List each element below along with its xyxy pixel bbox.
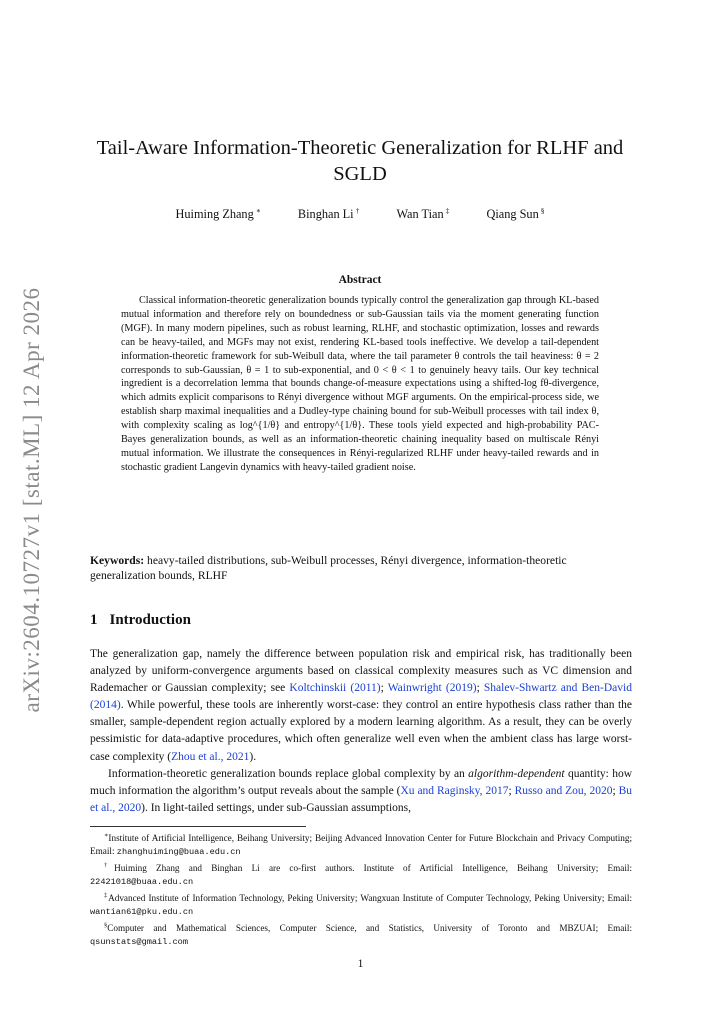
text-run: ; <box>612 784 619 797</box>
text-run: quantity: how much information the algorithm’s output reveals about the sample ( <box>90 767 632 797</box>
footnote-4 <box>90 919 632 949</box>
footnote-mark: † <box>104 862 115 870</box>
section-title: Introduction <box>109 612 191 628</box>
text-run: ). <box>249 750 257 763</box>
page-number: 1 <box>357 958 364 970</box>
author-3 <box>396 206 449 222</box>
citation-author: Koltchinskii <box>289 682 347 695</box>
author-mark: § <box>540 206 545 215</box>
intro-paragraph-1 <box>90 646 632 766</box>
author-mark: † <box>355 206 360 215</box>
section-number: 1 <box>90 612 98 628</box>
text-run: ; <box>508 784 515 797</box>
footnote-1 <box>90 829 632 859</box>
footnote-mark: § <box>104 922 108 930</box>
citation-year: 2011 <box>354 682 377 695</box>
email-address[interactable]: qsunstats@gmail.com <box>90 937 188 948</box>
citation-link[interactable]: Wainwright (2019) <box>387 682 477 695</box>
author-name: Wan Tian <box>396 207 444 221</box>
text-run: Information-theoretic generalization bounds replace global complexity by an <box>108 767 469 780</box>
emphasis: algorithm-dependent <box>468 767 565 780</box>
author-name: Binghan Li <box>297 207 354 221</box>
citation-link[interactable]: Koltchinskii (2011) <box>289 682 381 695</box>
author-1 <box>176 206 261 222</box>
abstract-body: Classical information-theoretic generalization bounds typically control the generalization gap through KL-based mutual information and therefore rely on boundedness or sub-Gaussian tails via the moment generating function (MGF). In many modern pipelines, such as robust learning, RLHF, and stochastic optimization, losses and rewards can be heavy-tailed, and MGFs may not exist, rendering KL-based tools ineffective. We develop a tail-dependent information-theoretic framework for sub-Weibull data, where the tail parameter θ controls the tail heaviness: θ = 2 corresponds to sub-Gaussian, θ = 1 to sub-exponential, and 0 < θ < 1 to genuinely heavy tails. Our key technical ingredient is a decorrelation lemma that bounds change-of-measure expectations using a shifted-log fθ-divergence, which admits explicit comparisons to Rényi divergence without MGF arguments. On the empirical-process side, we establish sharp maximal inequalities and a Dudley-type chaining bound for sub-Weibull processes with tail index θ, with complexity scaling as log^{1/θ} and entropy^{1/θ}. These tools yield expected and high-probability PAC-Bayes generalization bounds, as well as an information-theoretic chaining inequality based on multiscale Rényi mutual information. We illustrate the consequences in Rényi-regularized RLHF under heavy-tailed rewards and in stochastic gradient Langevin dynamics with heavy-tailed gradient noise. <box>121 295 599 473</box>
text-run: ; <box>476 682 484 695</box>
citation-link[interactable]: Bu et al., 2020 <box>90 784 633 814</box>
footnote-2 <box>90 859 632 889</box>
footnote-text: Institute of Artificial Intelligence, Beihang University; Beijing Advanced Innovation Center for Future Blockchain and Privacy Computing; Email: <box>90 833 632 857</box>
text-run: ; <box>380 682 388 695</box>
text-run: ). In light-tailed settings, under sub-Gaussian assumptions, <box>141 801 412 814</box>
citation-link[interactable]: Shalev-Shwartz and Ben-David (2014) <box>90 682 632 712</box>
footnotes <box>90 829 632 949</box>
footnote-mark: ∗ <box>104 832 109 839</box>
author-mark: ‡ <box>445 206 450 215</box>
paper-title: Tail-Aware Information-Theoretic Generalization for RLHF and SGLD <box>96 137 624 185</box>
text-run: . While powerful, these tools are inherently worst-case: they control an entire hypothesis class rather than the smaller, sample-dependent region actually explored by a modern learning algorithm. As a result, they can be overly pessimistic for data-adaptive procedures, which often generalize well even when the ambient class has large worst-case complexity ( <box>90 699 632 763</box>
footnote-rule <box>90 826 306 827</box>
author-mark: ∗ <box>255 206 261 215</box>
citation-author: Shalev-Shwartz and Ben-David <box>483 682 632 695</box>
keywords <box>90 553 632 583</box>
citation-year: 2019 <box>449 682 473 695</box>
footnote-mark: ‡ <box>104 892 109 900</box>
author-name: Huiming Zhang <box>175 207 254 221</box>
author-4 <box>486 206 544 222</box>
text-run: The generalization gap, namely the difference between population risk and empirical risk, has traditionally been analyzed by uniform-convergence arguments based on classical complexity measures such as VC dimension and Rademacher or Gaussian complexity; see <box>90 648 632 695</box>
keywords-label: Keywords: <box>90 554 145 567</box>
citation-link[interactable]: Xu and Raginsky, 2017 <box>400 784 509 797</box>
intro-paragraph-2 <box>90 766 632 817</box>
abstract-heading: Abstract <box>338 274 382 286</box>
section-heading <box>90 612 191 629</box>
author-name: Qiang Sun <box>486 207 539 221</box>
author-list <box>85 206 635 222</box>
author-2 <box>298 206 359 222</box>
citation-link[interactable]: Zhou et al., 2021 <box>171 750 250 763</box>
email-address[interactable]: wantian61@pku.edu.cn <box>90 907 194 918</box>
email-address[interactable]: 22421018@buaa.edu.cn <box>90 877 194 888</box>
footnote-text: Advanced Institute of Information Technology, Peking University; Wangxuan Institute of Computer Technology, Peking University; Email: <box>108 893 633 904</box>
introduction-text <box>90 646 632 817</box>
keywords-text: heavy-tailed distributions, sub-Weibull processes, Rényi divergence, information-theoretic generalization bounds, RLHF <box>90 554 567 582</box>
arxiv-identifier-text: arXiv:2604.10727v1 [stat.ML] 12 Apr 2026 <box>19 287 44 713</box>
citation-year: 2014 <box>93 699 117 712</box>
footnote-text: Huiming Zhang and Binghan Li are co-first authors. Institute of Artificial Intelligence, Beihang University; Email: <box>114 863 632 874</box>
citation-author: Wainwright <box>387 682 442 695</box>
citation-link[interactable]: Russo and Zou, 2020 <box>514 784 613 797</box>
footnote-3 <box>90 889 632 919</box>
email-address[interactable]: zhanghuiming@buaa.edu.cn <box>116 847 241 858</box>
arxiv-identifier <box>12 287 52 713</box>
footnote-text: Computer and Mathematical Sciences, Computer Science, and Statistics, University of Toronto and MBZUAI; Email: <box>107 923 632 934</box>
